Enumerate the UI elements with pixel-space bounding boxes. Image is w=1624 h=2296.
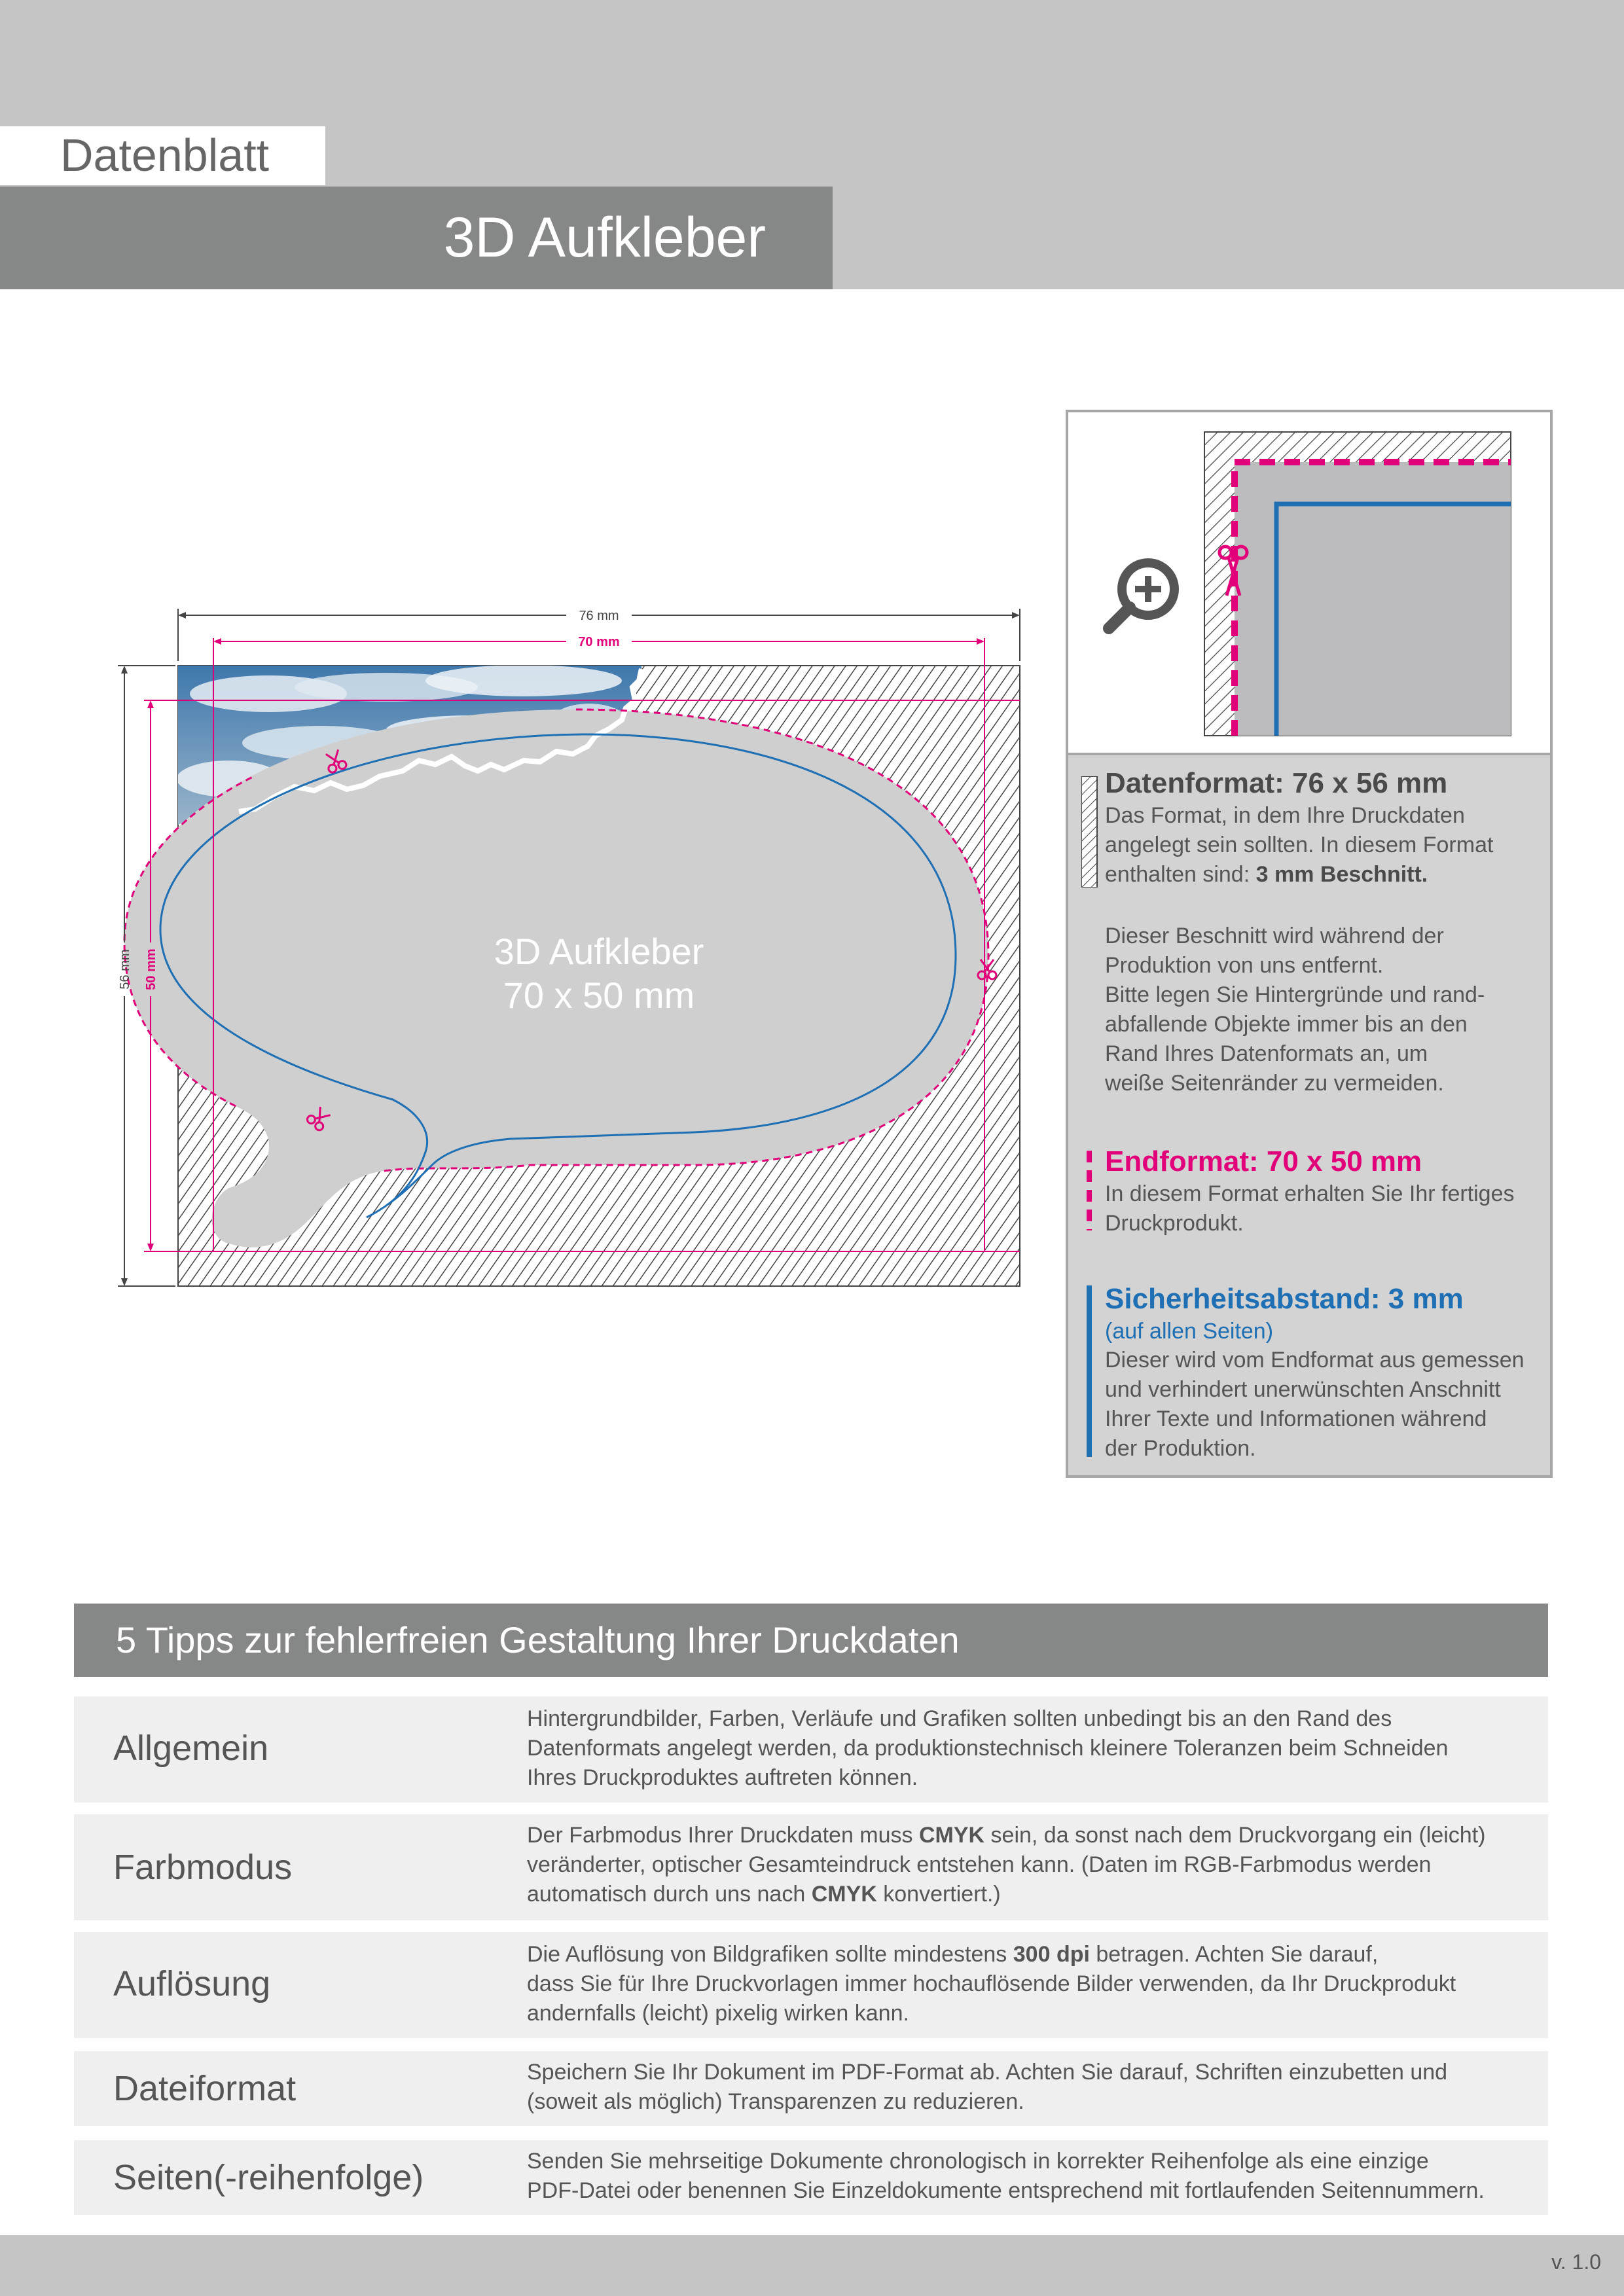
tip-text: Die Auflösung von Bildgrafiken sollte mindestens 300 dpi betragen. Achten Sie darauf, dass Sie für Ihre Druckvorlagen immer hochauflösende Bilder verwenden, da Ihr Druckprodukt andernfalls (leicht) pixelig wirken kann.: [527, 1942, 1456, 2026]
tip-text: Hintergrundbilder, Farben, Verläufe und Grafiken sollten unbedingt bis an den Rand des Datenformats angelegt werden, da produktionstechnisch kleinere Toleranzen beim Schneiden Ihres Druckproduktes auftreten können.: [527, 1706, 1449, 1790]
sicherheit-subtitle: (auf allen Seiten): [1105, 1319, 1274, 1344]
tip-row-farbmodus: [74, 1814, 1548, 1920]
tip-label: Farbmodus: [113, 1848, 293, 1887]
inner-width-label: 70 mm: [578, 635, 620, 649]
corner-detail: [1068, 412, 1550, 753]
datenformat-text: Das Format, in dem Ihre Druckdaten angelegt sein sollten. In diesem Format enthalten sind: 3 mm Beschnitt.: [1105, 803, 1494, 887]
sicherheit-marker: [1087, 1285, 1092, 1457]
endformat-title: Endformat: 70 x 50 mm: [1105, 1145, 1422, 1177]
sticker-format-diagram: [105, 589, 1034, 1309]
height-label: 56 mm: [118, 949, 132, 990]
version-label: v. 1.0: [1551, 2250, 1601, 2274]
zoom-detail-box: [1066, 410, 1553, 755]
datenformat-title: Datenformat: 76 x 56 mm: [1105, 767, 1448, 799]
tip-row-aufloesung: [74, 1932, 1548, 2038]
tip-row-allgemein: [74, 1696, 1548, 1803]
tip-label: Auflösung: [113, 1964, 271, 2003]
sicherheit-text: Dieser wird vom Endformat aus gemessen und verhindert unerwünschten Anschnitt Ihrer Texte und Informationen während der Produktion.: [1105, 1348, 1525, 1461]
sicherheit-title: Sicherheitsabstand: 3 mm: [1105, 1283, 1464, 1315]
tip-label: Seiten(-reihenfolge): [113, 2158, 424, 2197]
tip-label: Dateiformat: [113, 2069, 297, 2108]
tip-label: Allgemein: [113, 1729, 269, 1768]
page-title: 3D Aufkleber: [443, 206, 766, 269]
zoom-in-icon: [1109, 563, 1174, 628]
sticker-size: 70 x 50 mm: [503, 975, 695, 1016]
width-label: 76 mm: [579, 609, 619, 623]
endformat-marker: [1087, 1151, 1092, 1230]
beschnitt-text: Dieser Beschnitt wird während der Produktion von uns entfernt. Bitte legen Sie Hintergründe und rand- abfallende Objekte immer bis an den Rand Ihres Datenformats an, um weiße Seitenränder zu vermeiden.: [1105, 924, 1485, 1096]
format-info-panel: [1066, 755, 1553, 1478]
inner-height-label: 50 mm: [144, 948, 158, 990]
endformat-text: In diesem Format erhalten Sie Ihr fertiges Druckprodukt.: [1105, 1181, 1515, 1236]
footer-band: [0, 2235, 1624, 2296]
datenblatt-label: Datenblatt: [60, 130, 270, 181]
tip-row-seiten: [74, 2140, 1548, 2215]
sticker-title: 3D Aufkleber: [494, 931, 704, 972]
tip-row-dateiformat: [74, 2051, 1548, 2126]
tip-text: Der Farbmodus Ihrer Druckdaten muss CMYK sein, da sonst nach dem Druckvorgang ein (leicht) veränderter, optischer Gesamteindruck entstehen kann. (Daten im RGB-Farbmodus werden automatisch durch uns nach CMYK konvertiert.): [527, 1823, 1486, 1907]
hatch-marker: [1081, 776, 1098, 888]
tip-text: Senden Sie mehrseitige Dokumente chronologisch in korrekter Reihenfolge als eine einzige PDF-Datei oder benennen Sie Einzeldokumente entsprechend mit fortlaufenden Seitennummern.: [527, 2149, 1485, 2203]
tips-heading: 5 Tipps zur fehlerfreien Gestaltung Ihrer Druckdaten: [116, 1619, 960, 1660]
tip-text: Speichern Sie Ihr Dokument im PDF-Format ab. Achten Sie darauf, Schriften einzubetten und (soweit als möglich) Transparenzen zu reduzieren.: [527, 2060, 1448, 2114]
